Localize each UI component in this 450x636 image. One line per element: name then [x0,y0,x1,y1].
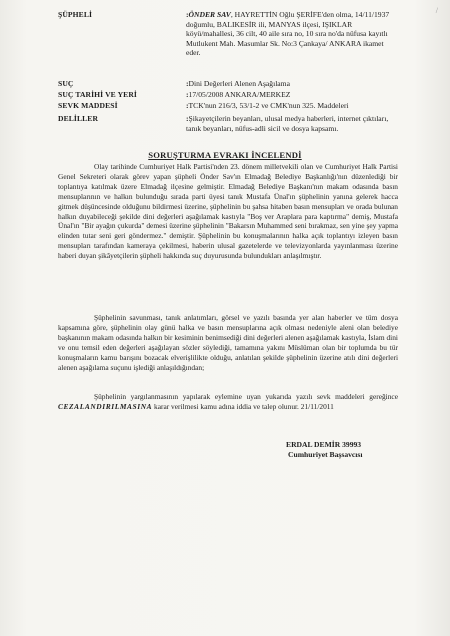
sevk-text: TCK'nun 216/3, 53/1-2 ve CMK'nun 325. Maddeleri [188,101,349,110]
paragraph-2-text: Şüphelinin savunması, tanık anlatımları, görsel ve yazılı basında yer alan haberler ve tüm dosya kapsamına göre, şüphelinin olay günü halka ve basın mensuplarına açık olması nedeniyle aleni olan belediye başkanının makam odasında halkın bir kesiminin benimsediği dini değerleri alenen aşağılamak kastıyla, İslam dini ve onu temsil eden değerleri aşağılayan sözler söylediği, tamamına yakını Müslüman olan bir toplumda bu tür konuşmaların kamu barışını bozacak elverişlilikte olduğu, anlatılan şekilde şüphelinin üzerine atılı dini değerleri alenen aşağılama suçunu işlediği anlaşıldığından; [58,313,398,372]
deliller-text: Şikayetçilerin beyanları, ulusal medya haberleri, internet çıktıları, tanık beyanları, nüfus-adli sicil ve dosya kapsamı. [186,114,389,133]
paragraph-3 [58,392,398,412]
signature-title: Cumhuriyet Başsavcısı [288,449,363,459]
section-title: SORUŞTURMA EVRAKI İNCELENDİ [148,150,302,160]
suc-text: Dini Değerleri Alenen Aşağılama [188,79,290,88]
signature-block [286,440,396,459]
value-tarih: :17/05/2008 ANKARA/MERKEZ [186,90,291,99]
field-supheli [58,10,398,74]
label-sevk: SEVK MADDESİ [58,101,118,110]
supheli-name: ÖNDER SAV [188,10,231,19]
corner-mark: / [435,6,438,15]
value-suc: :Dini Değerleri Alenen Aşağılama [186,79,290,88]
value-supheli: :ÖNDER SAV, HAYRETTİN Oğlu ŞERİFE'den olma, 14/11/1937 doğumlu, BALIKESİR ili, MANYAS ilçesi, IŞIKLAR köyü/mahallesi, 36 cilt, 40 aile sıra no, 10 sıra no'da nüfusa kayıtlı Mutlukent Mah. Masumlar Sk. No:3 Çankaya/ ANKARA ikamet eder. [186,10,390,58]
value-deliller: :Şikayetçilerin beyanları, ulusal medya haberleri, internet çıktıları, tanık beyanları, nüfus-adli sicil ve dosya kapsamı. [186,114,389,133]
paragraph-1-text: Olay tarihinde Cumhuriyet Halk Partisi'nden 23. dönem milletvekili olan ve Cumhuriyet Halk Partisi Genel Sekreteri olarak görev yapan şüpheli Önder Sav'ın Elmadağ Belediye Başkanlığı'nın düzenlediği bir toplantıya katılmak üzere Elmadağ ilçesine gelmiştir. Elmadağ Belediye Başkanı'nın makam odasında basın mensuplarının ve halkın bulunduğu sırada parti üyesi tanık Mustafa Ünal'ın şüphelinin yanına gelerek hacca gitmek düşüncesinde olduğunu bildirmesi üzerine, şüphelinin bu şahsa hitaben basın mensupları ve orada bulunan halkın duyabileceği şekilde dini değerleri aşağılamak kastıyla "Boş ver Araplara para kaptırma" demiş, Mustafa Ünal'ın "Bir ayağın çukurda" demesi üzerine şüphelinin "Bakarsın Muhammed seni bırakmaz, sen yine şey yapma elinden tutar seni geri göndermez." demiştir. Şüphelinin bu konuşmalarının halka açık toplantıyı izleyen basın mensupları tarafından kameraya çekilmesi, haberin ulusal gazetelerde ve televizyonlarda yayınlanması üzerine haberi duyan şikâyetçilerin şüpheli hakkında suç duyurusunda bulundukları anlaşılmıştır. [58,162,398,261]
signature-name: ERDAL DEMİR 39993 [286,440,362,449]
paragraph-3-text: Şüphelinin yargılanmasının yapılarak eylemine uyan yukarıda yazılı sevk maddeleri gereğince CEZALANDIRILMASINA karar verilmesi kamu adına iddia ve talep olunur. 21/11/2011 [58,392,398,411]
label-tarih: SUÇ TARİHİ VE YERİ [58,90,137,99]
tarih-text: 17/05/2008 ANKARA/MERKEZ [188,90,291,99]
value-sevk: :TCK'nun 216/3, 53/1-2 ve CMK'nun 325. Maddeleri [186,101,349,110]
label-supheli: ŞÜPHELİ [58,10,93,19]
label-deliller: DELİLLER [58,114,99,123]
label-suc: SUÇ [58,79,74,88]
supheli-details: , HAYRETTİN Oğlu ŞERİFE'den olma, 14/11/1937 doğumlu, BALIKESİR ili, MANYAS ilçesi, IŞIKLAR köyü/mahallesi, 36 cilt, 40 aile sıra no, 10 sıra no'da nüfusa kayıtlı Mutlukent Mah. Masumlar Sk. No:3 Çankaya/ ANKARA ikamet eder. [186,10,390,58]
paragraph-1 [58,162,398,261]
field-deliller [58,114,398,144]
paragraph-2 [58,313,398,372]
verdict-word: CEZALANDIRILMASINA [58,401,153,411]
